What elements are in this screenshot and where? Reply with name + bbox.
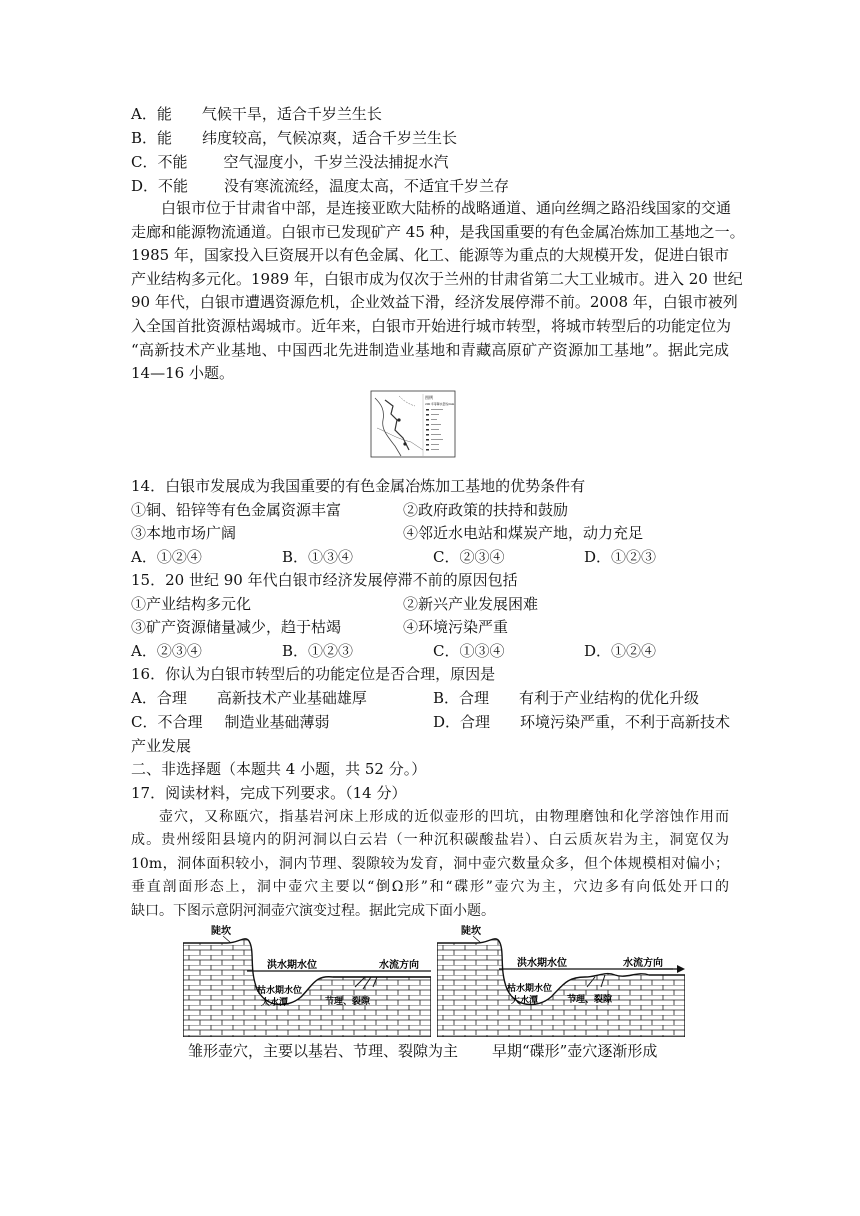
- q17-passage: [131, 806, 729, 923]
- q16-option-c: [131, 711, 330, 733]
- diagram-caption-early: 早期“碟形”壶穴逐渐形成: [492, 1042, 658, 1060]
- option-text: 环境污染严重，不利于高新技术: [520, 713, 731, 731]
- dry-level-label: 枯水期水位: [507, 984, 553, 994]
- q13-option-b: [131, 127, 457, 149]
- passage-line: 白银市位于甘肃省中部，是连接亚欧大陆桥的战略通道、通向丝绸之路沿线国家的交通: [161, 199, 732, 217]
- q14-item-1: ①铜、铅锌等有色金属资源丰富: [131, 501, 342, 519]
- option-text: 有利于产业结构的优化升级: [519, 689, 700, 707]
- option-letter: D．不能: [131, 177, 189, 195]
- cliff-label: 陡坎: [461, 926, 481, 937]
- pool-label: 大水潭: [511, 996, 539, 1006]
- option-letter: C．不能: [131, 153, 188, 171]
- q14-item-4: ④邻近水电站和煤炭产地，动力充足: [403, 524, 644, 542]
- map-legend-title: 图例: [425, 395, 433, 400]
- dry-level-label: 枯水期水位: [257, 986, 303, 996]
- q16-option-d-continuation: 产业发展: [131, 737, 192, 755]
- passage-line: 壶穴，又称瓯穴，指基岩河床上形成的近似壶形的凹坑，由物理磨蚀和化学溶蚀作用而: [159, 809, 729, 825]
- q13-option-d: [131, 175, 509, 197]
- option-letter: C．不合理: [131, 713, 203, 731]
- flood-level-label: 洪水期水位: [517, 958, 567, 969]
- q15-option-a: A．②③④: [131, 642, 202, 660]
- passage-line: 1985 年，国家投入巨资展开以有色金属、化工、能源等为重点的大规模开发，促进白银市: [131, 246, 729, 265]
- q16-stem: 16．你认为白银市转型后的功能定位是否合理，原因是: [131, 665, 496, 683]
- flow-direction-label: 水流方向: [379, 960, 419, 971]
- section2-title: 二、非选择题（本题共 4 小题，共 52 分。）: [131, 760, 427, 778]
- option-letter: A．能: [131, 105, 172, 123]
- baiyin-passage: [131, 197, 745, 386]
- passage-line: 垂直剖面形态上，洞中壶穴主要以“倒Ω形”和“碟形”壶穴为主，穴边多有向低处开口的: [131, 879, 729, 896]
- option-letter: D．合理: [433, 713, 491, 731]
- passage-line: 成。贵州绥阳县境内的阴河洞以白云岩（一种沉积碳酸盐岩）、白云质灰岩为主，洞宽仅为: [131, 832, 729, 849]
- joint-crack-label: 节理、裂隙: [567, 995, 613, 1005]
- q13-option-c: [131, 151, 449, 173]
- map-legend-isohyet: 200 年等降水量线/mm: [425, 402, 455, 406]
- option-text: 空气湿度小，千岁兰没法捕捉水汽: [223, 153, 449, 171]
- option-text: 气候干旱，适合千岁兰生长: [201, 105, 382, 123]
- option-text: 没有寒流流经，温度太高，不适宜千岁兰存: [224, 177, 510, 195]
- passage-line: 10m，洞体面积较小，洞内节理、裂隙较为发育，洞中壶穴数量众多，但个体规模相对偏小；: [131, 855, 729, 872]
- q17-title: 17．阅读材料，完成下列要求。（14 分）: [131, 784, 407, 802]
- q14-item-2: ②政府政策的扶持和鼓励: [403, 501, 569, 519]
- q14-stem: 14．白银市发展成为我国重要的有色金属冶炼加工基地的优势条件有: [131, 477, 586, 495]
- pothole-diagram-early: [437, 925, 685, 1037]
- q15-option-c: C．①③④: [433, 642, 505, 660]
- q15-item-3: ③矿产资源储量减少，趋于枯竭: [131, 618, 342, 636]
- pothole-diagram-initial: [183, 925, 431, 1037]
- passage-line: 14—16 小题。: [131, 364, 234, 383]
- baiyin-location-map: [365, 390, 461, 460]
- cliff-label: 陡坎: [211, 926, 231, 937]
- q14-option-c: C．②③④: [433, 548, 505, 566]
- q14-option-d: D．①②③: [584, 548, 657, 566]
- q14-item-3: ③本地市场广阔: [131, 524, 237, 542]
- passage-line: 走廊和能源物流通道。白银市已发现矿产 45 种，是我国重要的有色金属冶炼加工基地之一。: [131, 222, 745, 241]
- option-text: 纬度较高，气候凉爽，适合千岁兰生长: [202, 129, 458, 147]
- option-letter: B．能: [131, 129, 173, 147]
- q14-option-b: B．①③④: [282, 548, 354, 566]
- diagram-caption-initial: 雏形壶穴，主要以基岩、节理、裂隙为主: [188, 1042, 459, 1060]
- q16-option-b: [433, 687, 699, 709]
- q14-option-a: A．①②④: [131, 548, 202, 566]
- q15-item-2: ②新兴产业发展困难: [403, 595, 539, 613]
- passage-line: 90 年代，白银市遭遇资源危机，企业效益下滑，经济发展停滞不前。2008 年，白银市被列: [131, 293, 738, 312]
- option-letter: A．合理: [131, 689, 187, 707]
- pool-label: 大水潭: [261, 998, 289, 1008]
- option-letter: B．合理: [433, 689, 490, 707]
- flood-level-label: 洪水期水位: [267, 960, 317, 971]
- passage-line: 产业结构多元化。1989 年，白银市成为仅次于兰州的甘肃省第二大工业城市。进入 20 世纪: [131, 269, 743, 288]
- q13-option-a: [131, 103, 382, 125]
- q16-option-d: [433, 711, 730, 733]
- joint-crack-label: 节理、裂隙: [325, 997, 371, 1007]
- flow-direction-label: 水流方向: [623, 958, 663, 969]
- passage-line: “高新技术产业基地、中国西北先进制造业基地和青藏高原矿产资源加工基地”。据此完成: [131, 340, 729, 359]
- option-text: 高新技术产业基础雄厚: [216, 689, 367, 707]
- option-text: 制造业基础薄弱: [224, 713, 330, 731]
- q15-stem: 15．20 世纪 90 年代白银市经济发展停滞不前的原因包括: [131, 571, 518, 589]
- q16-option-a: [131, 687, 367, 709]
- passage-line: 缺口。下图示意阴河洞壶穴演变过程。据此完成下面小题。: [131, 902, 495, 919]
- q15-item-1: ①产业结构多元化: [131, 595, 252, 613]
- q15-option-d: D．①②④: [584, 642, 657, 660]
- q15-item-4: ④环境污染严重: [403, 618, 509, 636]
- q15-option-b: B．①②③: [282, 642, 354, 660]
- passage-line: 入全国首批资源枯竭城市。近年来，白银市开始进行城市转型，将城市转型后的功能定位为: [131, 316, 732, 335]
